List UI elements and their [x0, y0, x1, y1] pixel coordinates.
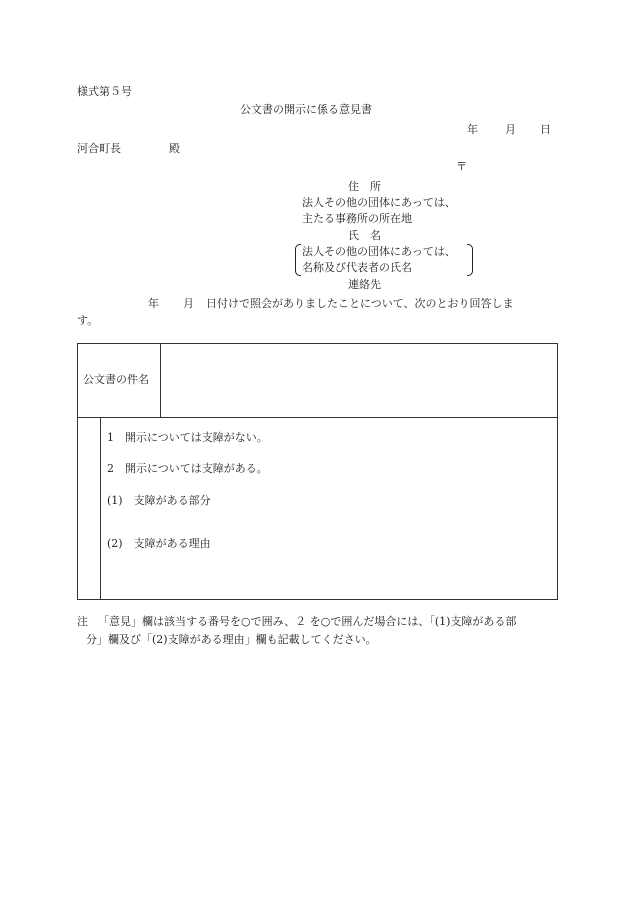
opinion-table: [77, 343, 558, 600]
name-note-2: 名称及び代表者の氏名: [302, 261, 412, 274]
date-month: 月: [505, 123, 516, 136]
form-number: 様式第５号: [77, 85, 132, 98]
body-year: 年: [148, 297, 159, 310]
left-bracket: [295, 244, 301, 276]
address-note-2: 主たる事務所の所在地: [302, 212, 412, 225]
postal-mark: 〒: [456, 160, 467, 173]
address-note-1: 法人その他の団体にあっては、: [302, 196, 456, 209]
opinion-divider: [100, 417, 101, 599]
body-text-line2: す。: [77, 314, 99, 327]
name-label: 氏 名: [348, 229, 381, 242]
addressee-name: 河合町長: [77, 142, 121, 155]
right-bracket: [467, 244, 473, 276]
note-label: 注: [77, 615, 88, 628]
subject-label: 公文書の件名: [83, 373, 149, 386]
contact-label: 連絡先: [348, 278, 381, 291]
row-divider: [78, 417, 557, 418]
opinion-item: (2) 支障がある理由: [107, 537, 211, 550]
body-month: 月: [183, 297, 194, 310]
name-note-1: 法人その他の団体にあっては、: [302, 245, 456, 258]
body-text-line1: 日付けで照会がありましたことについて、次のとおり回答しま: [206, 297, 514, 310]
opinion-item: (1) 支障がある部分: [107, 494, 211, 507]
addressee-honorific: 殿: [169, 142, 180, 155]
opinion-item: 1 開示については支障がない。: [107, 431, 268, 444]
address-label: 住 所: [348, 180, 381, 193]
subject-divider: [160, 344, 161, 417]
note-text-line2: 分」欄及び「(2)支障がある理由」欄も記載してください。: [86, 633, 377, 646]
opinion-item: 2 開示については支障がある。: [107, 462, 268, 475]
date-day: 日: [540, 123, 551, 136]
document-title: 公文書の開示に係る意見書: [240, 103, 372, 116]
note-text-line1: 「意見」欄は該当する番号を○で囲み、２ を○で囲んだ場合には、「(1)支障がある部: [98, 615, 517, 628]
date-year: 年: [467, 123, 478, 136]
